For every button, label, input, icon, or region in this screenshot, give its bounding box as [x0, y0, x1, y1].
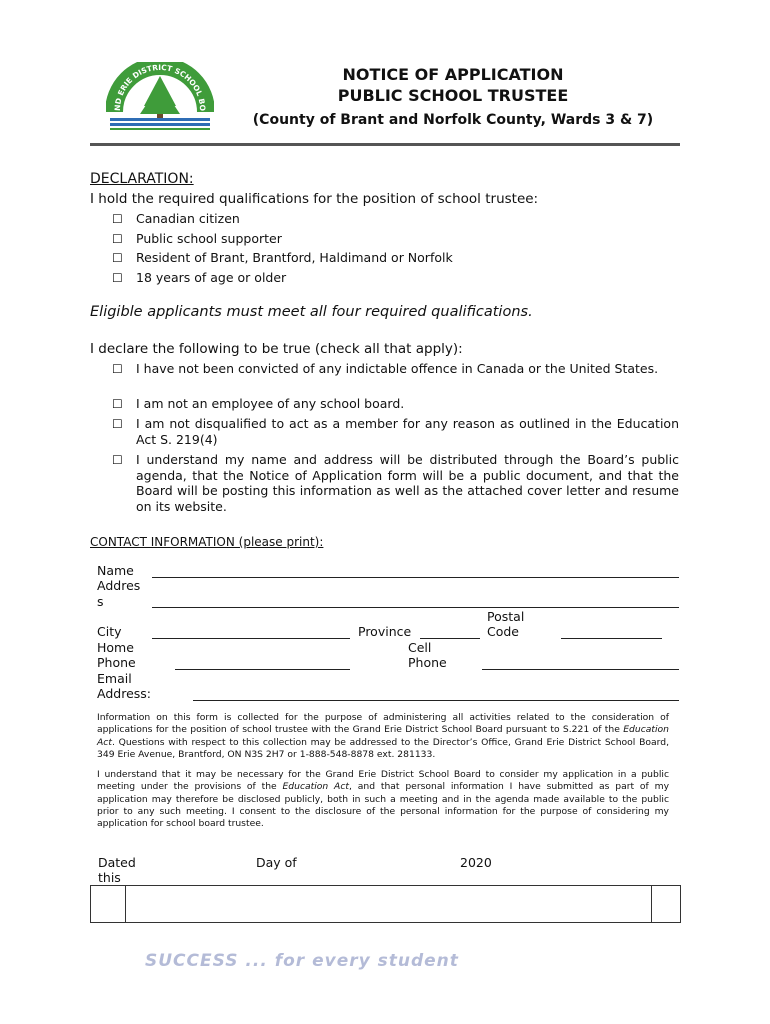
qualification-label: Resident of Brant, Brantford, Haldimand or Norfolk: [136, 250, 453, 265]
email-label: Email: [97, 671, 132, 686]
address-field[interactable]: [152, 607, 679, 608]
checkbox-not-disqualified[interactable]: ☐: [112, 417, 123, 431]
logo-text: ND ERIE DISTRICT SCHOOL BO: [112, 62, 208, 112]
consent-notice: I understand that it may be necessary for the Grand Erie District School Board to consider my application in a public meeting under the provisions of the Education Act, and that personal information I have submitted as part of my application may therefore be disclosed publicly, both in such a meeting and in the agenda made available to the public prior to any such meeting. I consent to the disclosure of the personal information for the purpose of considering my application for school board trustee.: [97, 769, 670, 830]
declaration-label: I understand my name and address will be distributed through the Board’s public agenda, that the Notice of Application form will be a public document, and that the Board will be posting this information as well as the attached cover letter and resume on its website.: [136, 452, 679, 514]
cell-phone-label: Cell: [408, 640, 432, 655]
address-label: Addres: [97, 578, 141, 593]
eligibility-note: Eligible applicants must meet all four required qualifications.: [90, 304, 533, 320]
email-label-cont: Address:: [97, 686, 151, 701]
signature-box-divider: [125, 886, 126, 922]
name-label: Name: [97, 563, 134, 578]
qualification-label: Canadian citizen: [136, 211, 240, 226]
address-label-cont: s: [97, 594, 104, 609]
qualification-label: 18 years of age or older: [136, 270, 287, 285]
title-line-1: NOTICE OF APPLICATION: [342, 65, 564, 84]
declaration-label: I am not an employee of any school board.: [136, 396, 405, 411]
dated-label-cont: this: [98, 870, 121, 885]
day-of-label: Day of: [256, 855, 297, 870]
checkbox-public-agenda-consent[interactable]: ☐: [112, 453, 123, 467]
signature-box-divider: [651, 886, 652, 922]
city-label: City: [97, 624, 122, 639]
province-field[interactable]: [420, 638, 480, 639]
name-field[interactable]: [152, 577, 679, 578]
footer-slogan: SUCCESS ... for every student: [145, 951, 459, 971]
checkbox-canadian-citizen[interactable]: ☐: [112, 212, 123, 226]
contact-heading: CONTACT INFORMATION (please print):: [90, 535, 324, 549]
home-phone-label: Home: [97, 640, 134, 655]
home-phone-field[interactable]: [175, 669, 350, 670]
qualification-label: Public school supporter: [136, 231, 282, 246]
privacy-notice: Information on this form is collected for the purpose of administering all activities related to the consideration of applications for the position of school trustee with the Grand Erie District School Board pursuant to S.221 of the Education Act. Questions with respect to this collection may be addressed to the Director’s Office, Grand Erie District School Board, 349 Erie Avenue, Brantford, ON N3S 2H7 or 1-888-548-8878 ext. 281133.: [97, 712, 669, 760]
cell-phone-field[interactable]: [482, 669, 679, 670]
postal-label: Postal: [487, 609, 525, 624]
email-field[interactable]: [193, 700, 679, 701]
checkbox-no-conviction[interactable]: ☐: [112, 362, 123, 376]
declaration-label: I have not been convicted of any indictable offence in Canada or the United States.: [136, 361, 659, 376]
checkbox-age-18[interactable]: ☐: [112, 271, 123, 285]
qualifications-intro: I hold the required qualifications for the position of school trustee:: [90, 191, 539, 207]
title-line-2: PUBLIC SCHOOL TRUSTEE: [337, 86, 569, 105]
year-label: 2020: [460, 855, 492, 870]
dated-label: Dated: [98, 855, 136, 870]
subtitle: (County of Brant and Norfolk County, Wards 3 & 7): [252, 112, 654, 128]
declaration-label: I am not disqualified to act as a member for any reason as outlined in the Education Act S. 219(4): [136, 416, 679, 447]
school-board-logo: [106, 62, 214, 130]
header-divider: [90, 143, 680, 146]
declare-intro: I declare the following to be true (check all that apply):: [90, 341, 463, 357]
postal-code-field[interactable]: [561, 638, 662, 639]
home-phone-label-cont: Phone: [97, 655, 136, 670]
signature-box[interactable]: [90, 885, 681, 923]
checkbox-public-school-supporter[interactable]: ☐: [112, 232, 123, 246]
cell-phone-label-cont: Phone: [408, 655, 447, 670]
city-field[interactable]: [152, 638, 350, 639]
province-label: Province: [358, 624, 412, 639]
declaration-heading: DECLARATION:: [90, 171, 194, 187]
checkbox-not-employee[interactable]: ☐: [112, 397, 123, 411]
postal-label-cont: Code: [487, 624, 520, 639]
checkbox-resident[interactable]: ☐: [112, 251, 123, 265]
